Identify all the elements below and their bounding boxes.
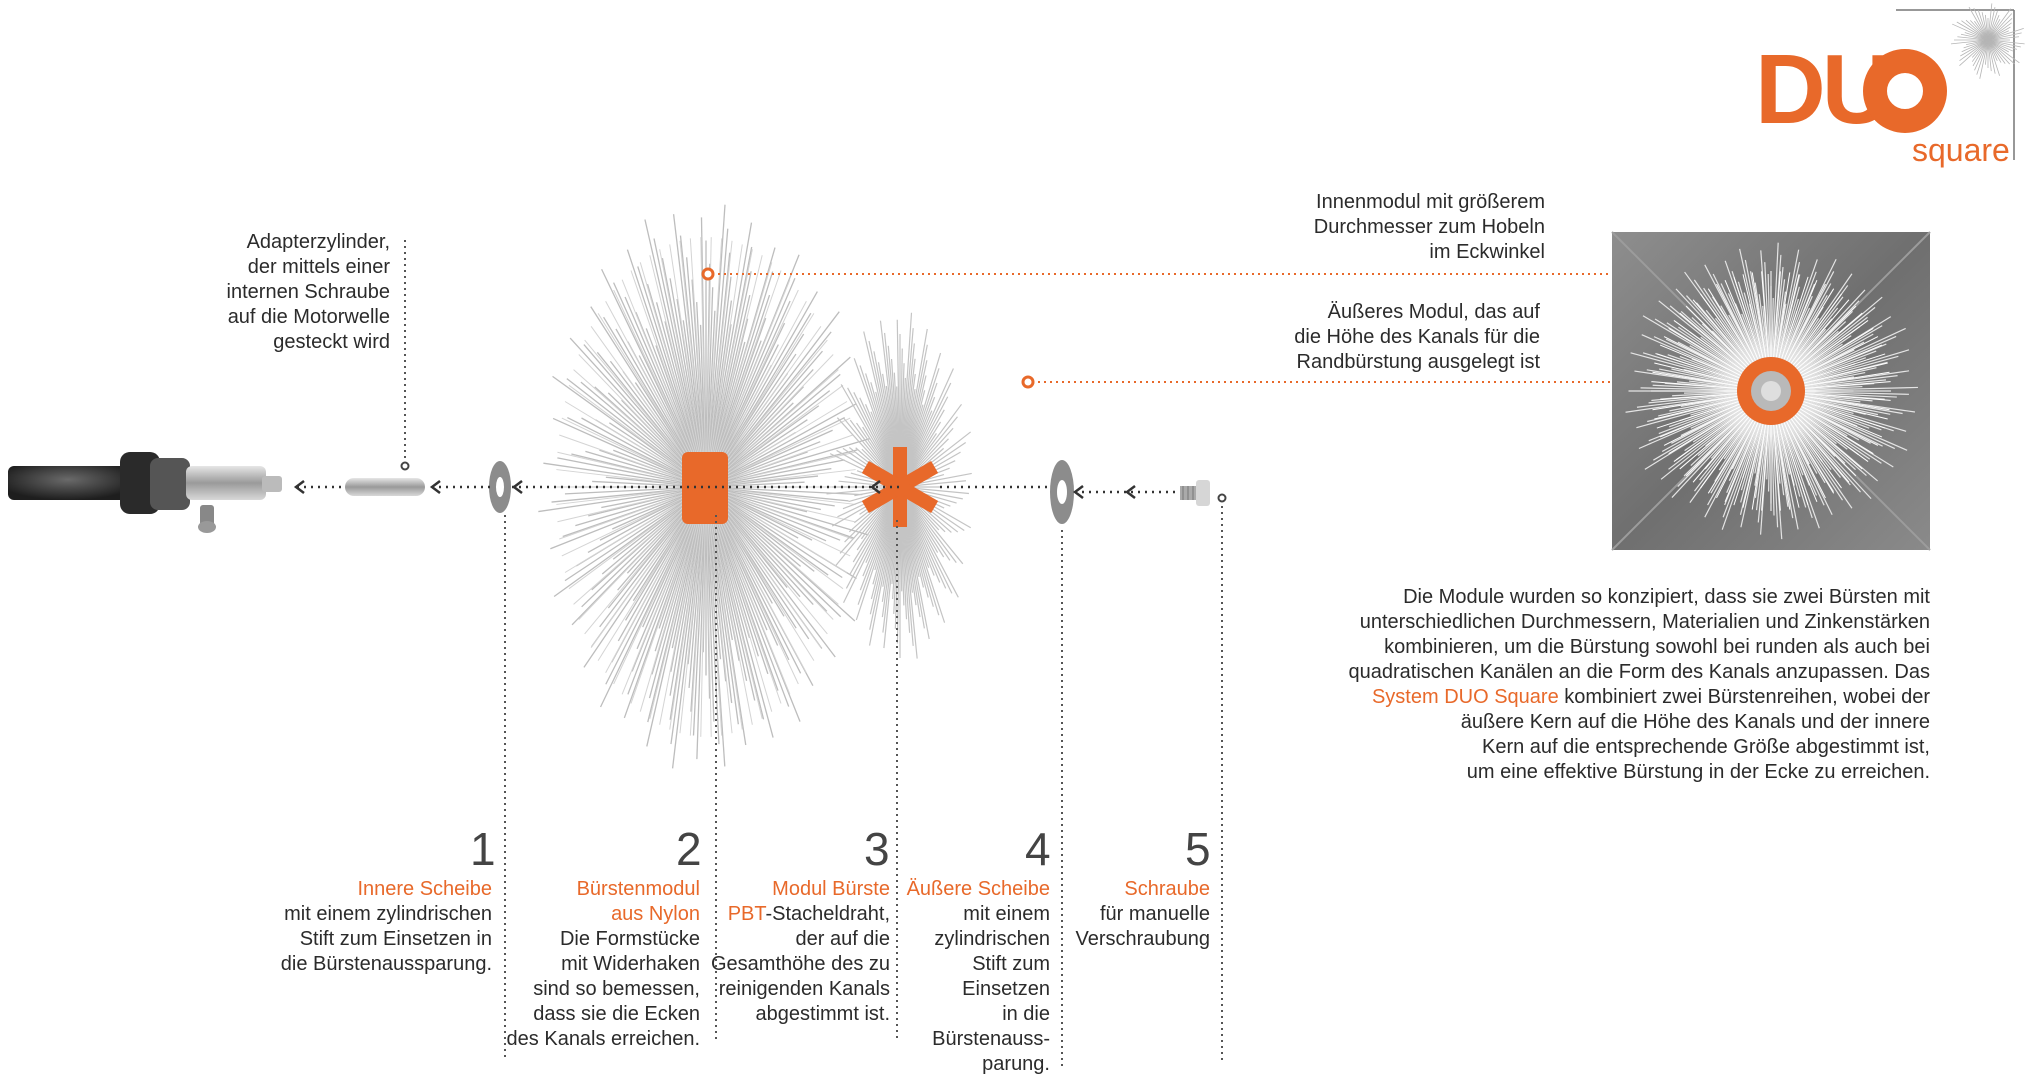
outer-disc [1050, 460, 1074, 524]
system-duo-square-highlight: System DUO Square [1371, 686, 1559, 708]
logo-duo: DU [1755, 34, 1889, 144]
part-4-line: Stift zum [972, 953, 1050, 975]
logo-o-ring [1862, 48, 1948, 134]
part-2-line: des Kanals erreichen. [506, 1028, 700, 1050]
part-number-4: 4 [1025, 823, 1051, 875]
part-3-pbt: PBT [727, 903, 766, 925]
part-3-first-line [710, 902, 890, 927]
part-3-first-rest: -Stacheldraht, [765, 903, 890, 925]
part-3-description [710, 877, 890, 1027]
screw [1180, 480, 1210, 506]
orange-callouts [712, 274, 1705, 382]
part-2-line: Die Formstücke [559, 928, 700, 950]
adapter-line: internen Schraube [226, 281, 390, 303]
inner-module-callout [1260, 190, 1545, 265]
part-4-line: Einsetzen [962, 978, 1050, 1000]
part-4-description [900, 877, 1050, 1077]
part-2-title: Bürstenmodul [576, 878, 700, 900]
part-2-line: mit Widerhaken [561, 953, 700, 975]
description-line: kombinieren, um die Bürstung sowohl bei runden als auch bei [1384, 636, 1930, 658]
part-5-description [1060, 877, 1210, 952]
description-line: äußere Kern auf die Höhe des Kanals und der innere [1460, 711, 1930, 733]
part-3-line: Gesamthöhe des zu [711, 953, 890, 975]
part-number-1: 1 [470, 823, 496, 875]
part-1-title: Innere Scheibe [357, 878, 492, 900]
part-1-line: Stift zum Einsetzen in [299, 928, 492, 950]
part-4-line: Bürstenauss- [932, 1028, 1050, 1050]
part-1-description [260, 877, 492, 977]
adapter-line: Adapterzylinder, [246, 231, 390, 253]
part-5-title: Schraube [1124, 878, 1210, 900]
part-2-description [500, 877, 700, 1052]
part-number-3: 3 [864, 823, 890, 875]
part-4-line: mit einem [963, 903, 1050, 925]
inner-disc [489, 461, 511, 513]
inner-module-line: im Eckwinkel [1429, 241, 1545, 263]
description-line-5 [1290, 685, 1930, 710]
part-2-line: sind so bemessen, [533, 978, 700, 1000]
adapter-line: der mittels einer [247, 256, 390, 278]
description-line: unterschiedlichen Durchmessern, Materialien und Zinkenstärken [1359, 611, 1930, 633]
description-line-5-rest: kombiniert zwei Bürstenreihen, wobei der [1558, 686, 1930, 708]
description-line: quadratischen Kanälen an die Form des Kanals anzupassen. Das [1348, 661, 1930, 683]
outer-module-line: Randbürstung ausgelegt ist [1296, 351, 1540, 373]
outer-module-line: Äußeres Modul, das auf [1327, 301, 1540, 323]
logo-square-label: square [1912, 132, 2010, 168]
pbt-brush-module [827, 313, 972, 659]
adapter-line: auf die Motorwelle [227, 306, 390, 328]
part-2-line: dass sie die Ecken [533, 1003, 700, 1025]
part-2-title: aus Nylon [611, 903, 700, 925]
part-3-line: reinigenden Kanals [718, 978, 890, 1000]
adapter-cylinder [345, 478, 425, 496]
part-5-line: für manuelle [1099, 903, 1210, 925]
leader-dots [402, 463, 1226, 502]
part-3-line: abgestimmt ist. [755, 1003, 890, 1025]
part-1-line: die Bürstenaussparung. [280, 953, 492, 975]
inner-module-line: Durchmesser zum Hobeln [1313, 216, 1545, 238]
part-5-line: Verschraubung [1075, 928, 1210, 950]
inner-module-line: Innenmodul mit größerem [1316, 191, 1545, 213]
part-4-line: zylindrischen [934, 928, 1050, 950]
part-3-title: Modul Bürste [772, 878, 890, 900]
outer-module-callout [1240, 300, 1540, 375]
description-paragraph [1290, 585, 1930, 785]
adapter-callout [170, 230, 390, 355]
duct-photo [1612, 232, 1930, 550]
part-4-line: in die [1002, 1003, 1050, 1025]
outer-module-line: die Höhe des Kanals für die [1294, 326, 1540, 348]
part-3-line: der auf die [795, 928, 890, 950]
part-number-2: 2 [676, 823, 702, 875]
description-line: Die Module wurden so konzipiert, dass sie zwei Bürsten mit [1403, 586, 1930, 608]
description-line: Kern auf die entsprechende Größe abgestimmt ist, [1481, 736, 1930, 758]
part-4-line: parung. [982, 1053, 1050, 1075]
orange-callout-dots [703, 269, 1713, 387]
part-1-line: mit einem zylindrischen [284, 903, 492, 925]
part-number-5: 5 [1185, 823, 1211, 875]
part-4-title: Äußere Scheibe [906, 878, 1050, 900]
adapter-line: gesteckt wird [273, 331, 390, 353]
description-line: um eine effektive Bürstung in der Ecke zu erreichen. [1466, 761, 1930, 783]
motor-shaft [8, 452, 282, 533]
